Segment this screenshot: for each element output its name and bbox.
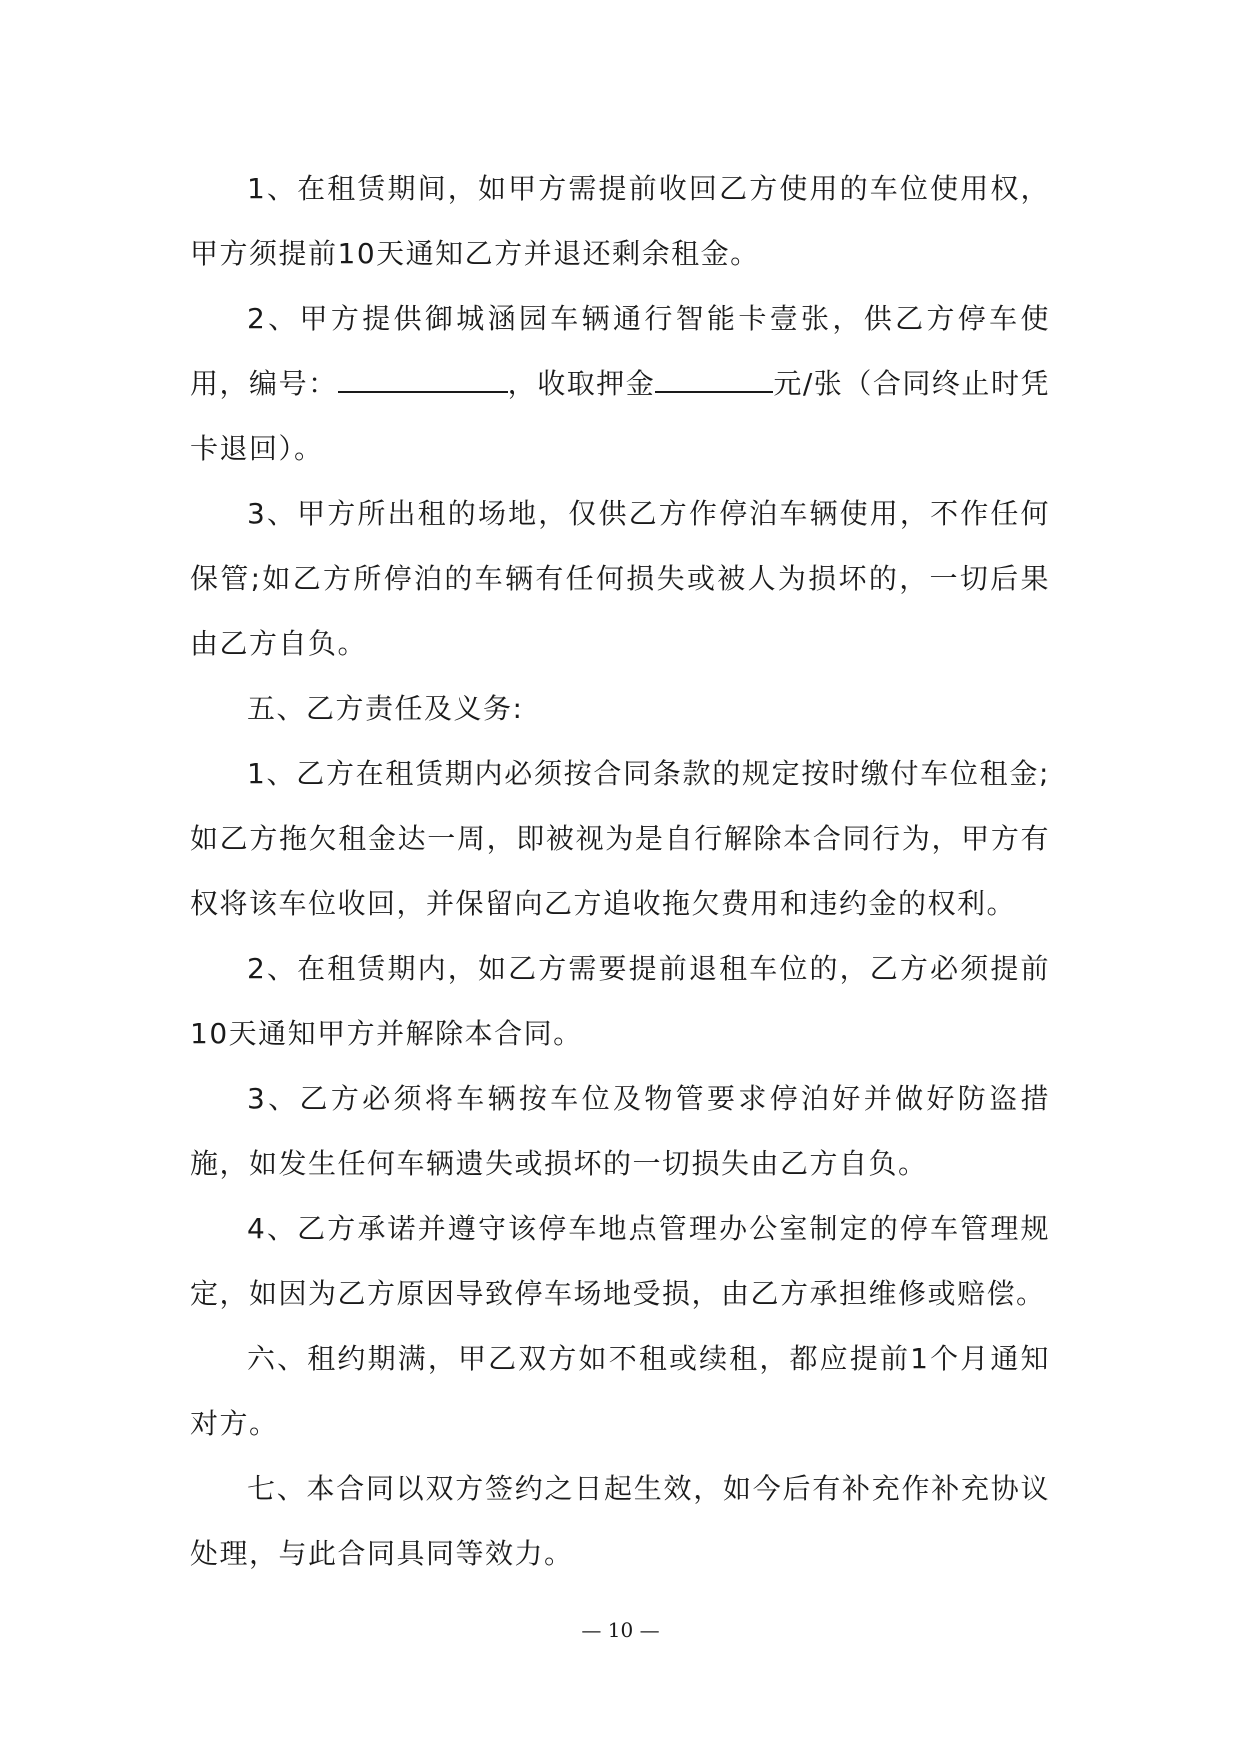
clause-lease-expiry: 六、租约期满，甲乙双方如不租或续租，都应提前1个月通知对方。 <box>190 1342 1050 1440</box>
clause-smart-card <box>190 286 1050 481</box>
section-heading-party-b: 五、乙方责任及义务: <box>247 692 524 725</box>
contract-body <box>190 156 1050 1586</box>
clause-rent-payment: 1、乙方在租赁期内必须按合同条款的规定按时缴付车位租金;如乙方拖欠租金达一周，即被视为是自行解除本合同行为，甲方有权将该车位收回，并保留向乙方追收拖欠费用和违约金的权利。 <box>190 757 1050 920</box>
card-number-blank[interactable] <box>338 361 508 393</box>
clause-smart-card-middle: ，收取押金 <box>507 367 656 400</box>
clause-effective-date: 七、本合同以双方签约之日起生效，如今后有补充作补充协议处理，与此合同具同等效力。 <box>190 1472 1050 1570</box>
clause-early-termination: 2、在租赁期内，如乙方需要提前退租车位的，乙方必须提前10天通知甲方并解除本合同。 <box>190 952 1050 1050</box>
clause-smart-card-intro: 2、甲方提供御城涵园车辆通行智能卡壹张，供乙方停车使用，编号： <box>190 302 1050 400</box>
clause-early-recovery: 1、在租赁期间，如甲方需提前收回乙方使用的车位使用权，甲方须提前10天通知乙方并退还剩余租金。 <box>190 172 1050 270</box>
deposit-amount-blank[interactable] <box>655 361 773 393</box>
clause-parking-security: 3、乙方必须将车辆按车位及物管要求停泊好并做好防盗措施，如发生任何车辆遗失或损坏的一切损失由乙方自负。 <box>190 1082 1050 1180</box>
clause-no-custody: 3、甲方所出租的场地，仅供乙方作停泊车辆使用，不作任何保管;如乙方所停泊的车辆有任何损失或被人为损坏的，一切后果由乙方自负。 <box>190 497 1050 660</box>
page-number: — 10 — <box>581 1618 660 1642</box>
clause-smart-card-end: 元/张（合同终止时凭卡退回）。 <box>190 367 1050 465</box>
clause-parking-rules: 4、乙方承诺并遵守该停车地点管理办公室制定的停车管理规定，如因为乙方原因导致停车场地受损，由乙方承担维修或赔偿。 <box>190 1212 1050 1310</box>
